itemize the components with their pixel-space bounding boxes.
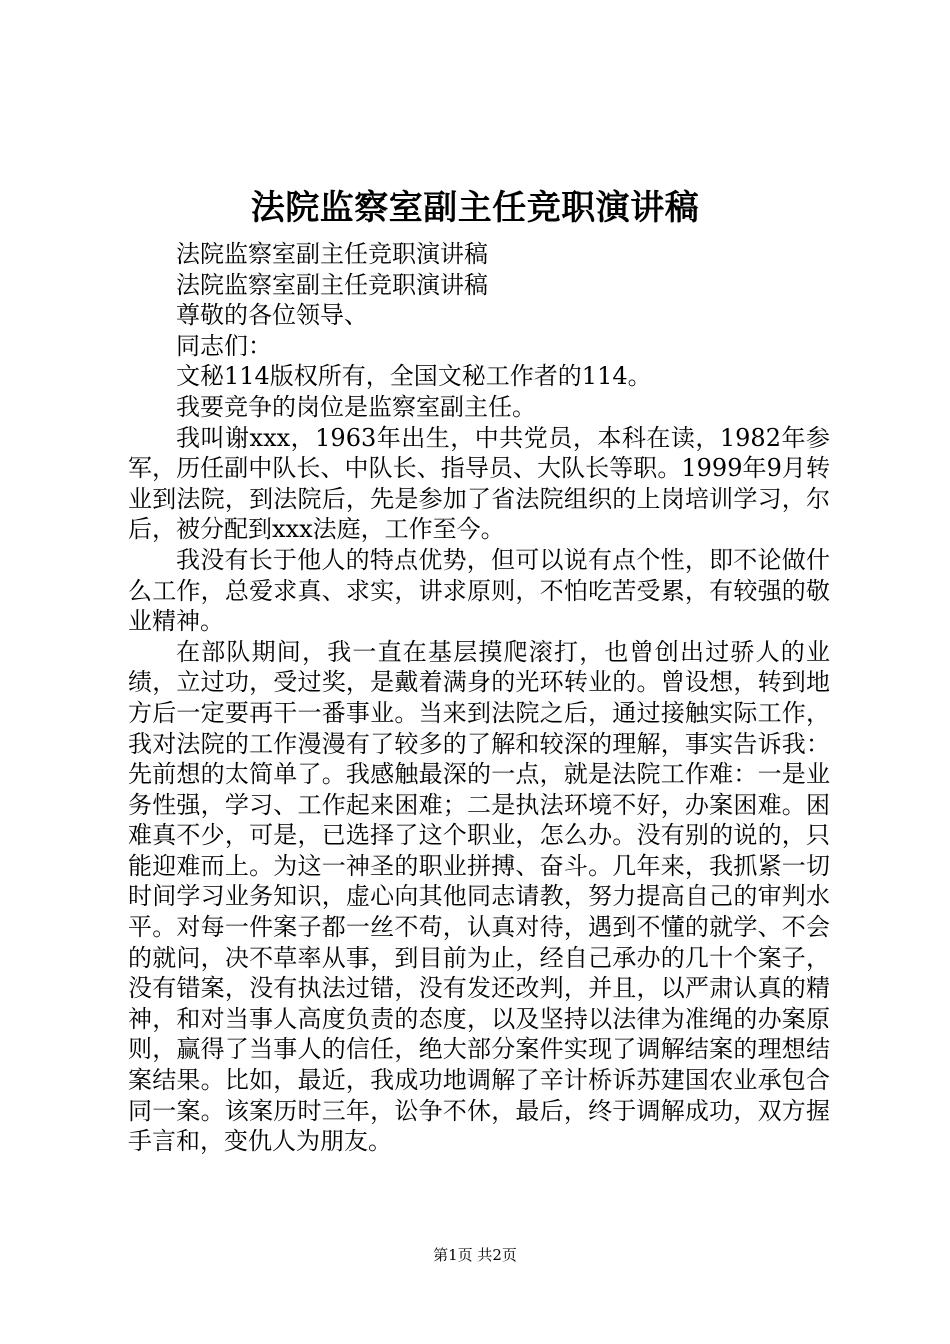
paragraph-copyright: 文秘114版权所有，全国文秘工作者的114。 — [176, 362, 652, 391]
document-body — [128, 239, 830, 1157]
page-footer: 第1页 共2页 — [433, 1246, 517, 1264]
paragraph-salutation: 尊敬的各位领导、 — [176, 301, 368, 330]
paragraph-position: 我要竞争的岗位是监察室副主任。 — [176, 392, 536, 421]
paragraph-comrades: 同志们： — [176, 331, 272, 360]
paragraph-heading-2: 法院监察室副主任竞职演讲稿 — [176, 270, 488, 299]
paragraph-character: 我没有长于他人的特点优势，但可以说有点个性，即不论做什么工作，总爱求真、求实，讲求原则，不怕吃苦受累，有较强的敬业精神。 — [128, 545, 830, 636]
paragraph-introduction: 我叫谢xxx，1963年出生，中共党员，本科在读，1982年参军，历任副中队长、中队长、指导员、大队长等职。1999年9月转业到法院，到法院后，先是参加了省法院组织的上岗培训学习，尔后，被分配到xxx法庭，工作至今。 — [128, 423, 830, 544]
paragraph-heading-1: 法院监察室副主任竞职演讲稿 — [176, 240, 488, 268]
paragraph-experience: 在部队期间，我一直在基层摸爬滚打，也曾创出过骄人的业绩，立过功，受过奖，是戴着满身的光环转业的。曾设想，转到地方后一定要再干一番事业。当来到法院之后，通过接触实际工作，我对法院的工作漫漫有了较多的了解和较深的理解，事实告诉我：先前想的太简单了。我感触最深的一点，就是法院工作难：一是业务性强，学习、工作起来困难；二是执法环境不好，办案困难。困难真不少，可是，已选择了这个职业，怎么办。没有别的说的，只能迎难而上。为这一神圣的职业拼搏、奋斗。几年来，我抓紧一切时间学习业务知识，虚心向其他同志请教，努力提高自己的审判水平。对每一件案子都一丝不苟，认真对待，遇到不懂的就学、不会的就问，决不草率从事，到目前为止，经自己承办的几十个案子，没有错案，没有执法过错，没有发还改判，并且，以严肃认真的精神，和对当事人高度负责的态度，以及坚持以法律为准绳的办案原则，赢得了当事人的信任，绝大部分案件实现了调解结案的理想结案结果。比如，最近，我成功地调解了辛计桥诉苏建国农业承包合同一案。该案历时三年，讼争不休，最后，终于调解成功，双方握手言和，变仇人为朋友。 — [128, 637, 830, 1156]
document-title: 法院监察室副主任竞职演讲稿 — [250, 188, 700, 228]
